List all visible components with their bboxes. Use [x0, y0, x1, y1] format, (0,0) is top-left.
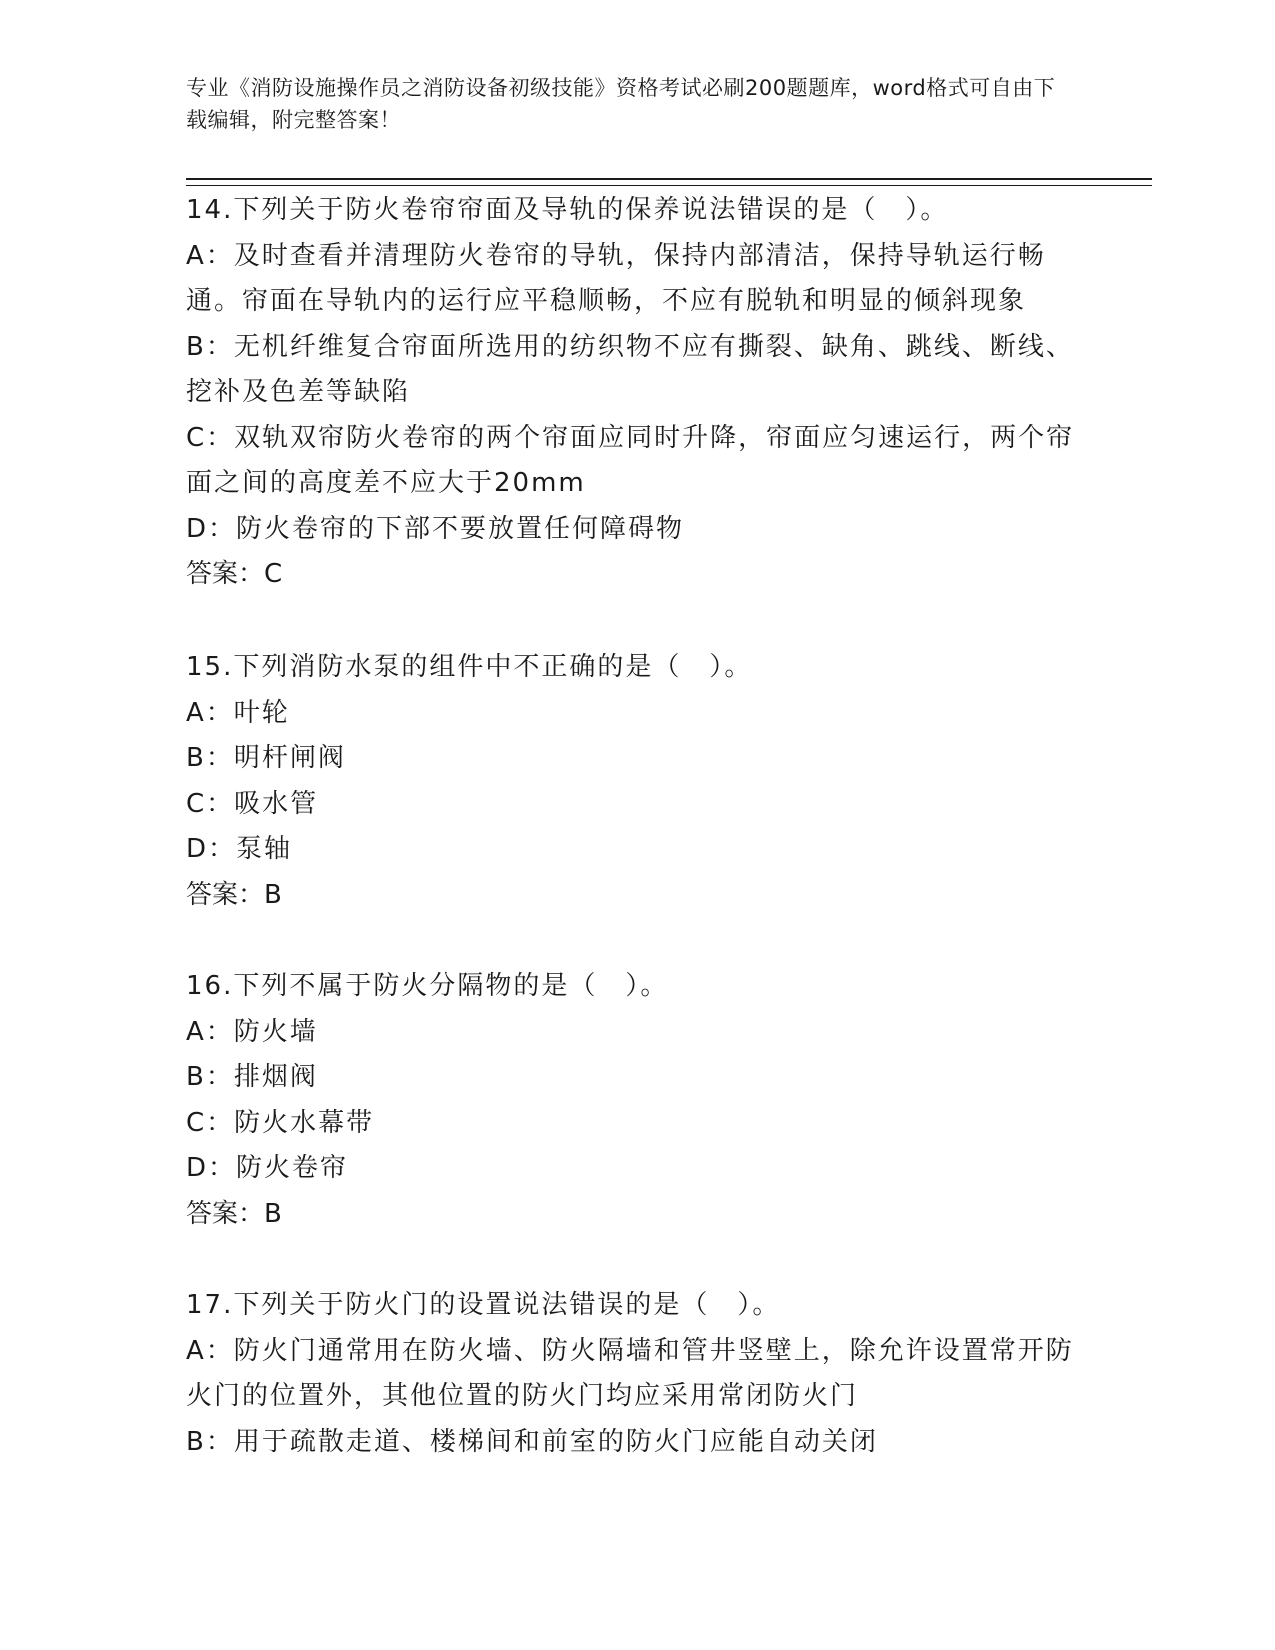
question-stem: 16.下列不属于防火分隔物的是（ ）。: [186, 971, 669, 1001]
option-a: A：防火门通常用在防火墙、防火隔墙和管井竖壁上，除允许设置常开防火门的位置外，其他位置的防火门均应采用常闭防火门: [186, 1335, 1074, 1411]
option-a: A：防火墙: [186, 1016, 318, 1047]
option-d: D：防火卷帘的下部不要放置任何障碍物: [186, 513, 685, 544]
option-c: C：双轨双帘防火卷帘的两个帘面应同时升降，帘面应匀速运行，两个帘面之间的高度差不应大于20mm: [186, 422, 1075, 498]
question-stem: 17.下列关于防火门的设置说法错误的是（ ）。: [186, 1290, 781, 1320]
option-b: B：无机纤维复合帘面所选用的纺织物不应有撕裂、缺角、跳线、断线、挖补及色差等缺陷: [186, 331, 1074, 407]
question-14: [186, 188, 1086, 598]
option-b: B：明杆闸阀: [186, 743, 346, 773]
question-16: [186, 964, 1086, 1237]
option-a: A：及时查看并清理防火卷帘的导轨，保持内部清洁，保持导轨运行畅通。帘面在导轨内的运行应平稳顺畅，不应有脱轨和明显的倾斜现象: [186, 240, 1046, 316]
answer-text: 答案：B: [186, 1198, 282, 1229]
option-a: A：叶轮: [186, 697, 290, 728]
option-d: D：泵轴: [186, 834, 293, 864]
answer-text: 答案：C: [186, 559, 283, 589]
option-b: B：排烟阀: [186, 1062, 318, 1092]
option-d: D：防火卷帘: [186, 1153, 349, 1183]
question-15: [186, 645, 1086, 918]
option-b: B：用于疏散走道、楼梯间和前室的防火门应能自动关闭: [186, 1426, 878, 1457]
header-divider: [186, 178, 1152, 186]
answer-text: 答案：B: [186, 879, 282, 910]
option-c: C：防火水幕带: [186, 1107, 375, 1138]
document-header: 专业《消防设施操作员之消防设备初级技能》资格考试必刷200题题库，word格式可自由下载编辑，附完整答案！: [186, 76, 1056, 132]
question-17: [186, 1283, 1086, 1465]
question-stem: 15.下列消防水泵的组件中不正确的是（ ）。: [186, 652, 753, 682]
option-c: C：吸水管: [186, 788, 319, 819]
question-stem: 14.下列关于防火卷帘帘面及导轨的保养说法错误的是（ ）。: [186, 195, 949, 225]
